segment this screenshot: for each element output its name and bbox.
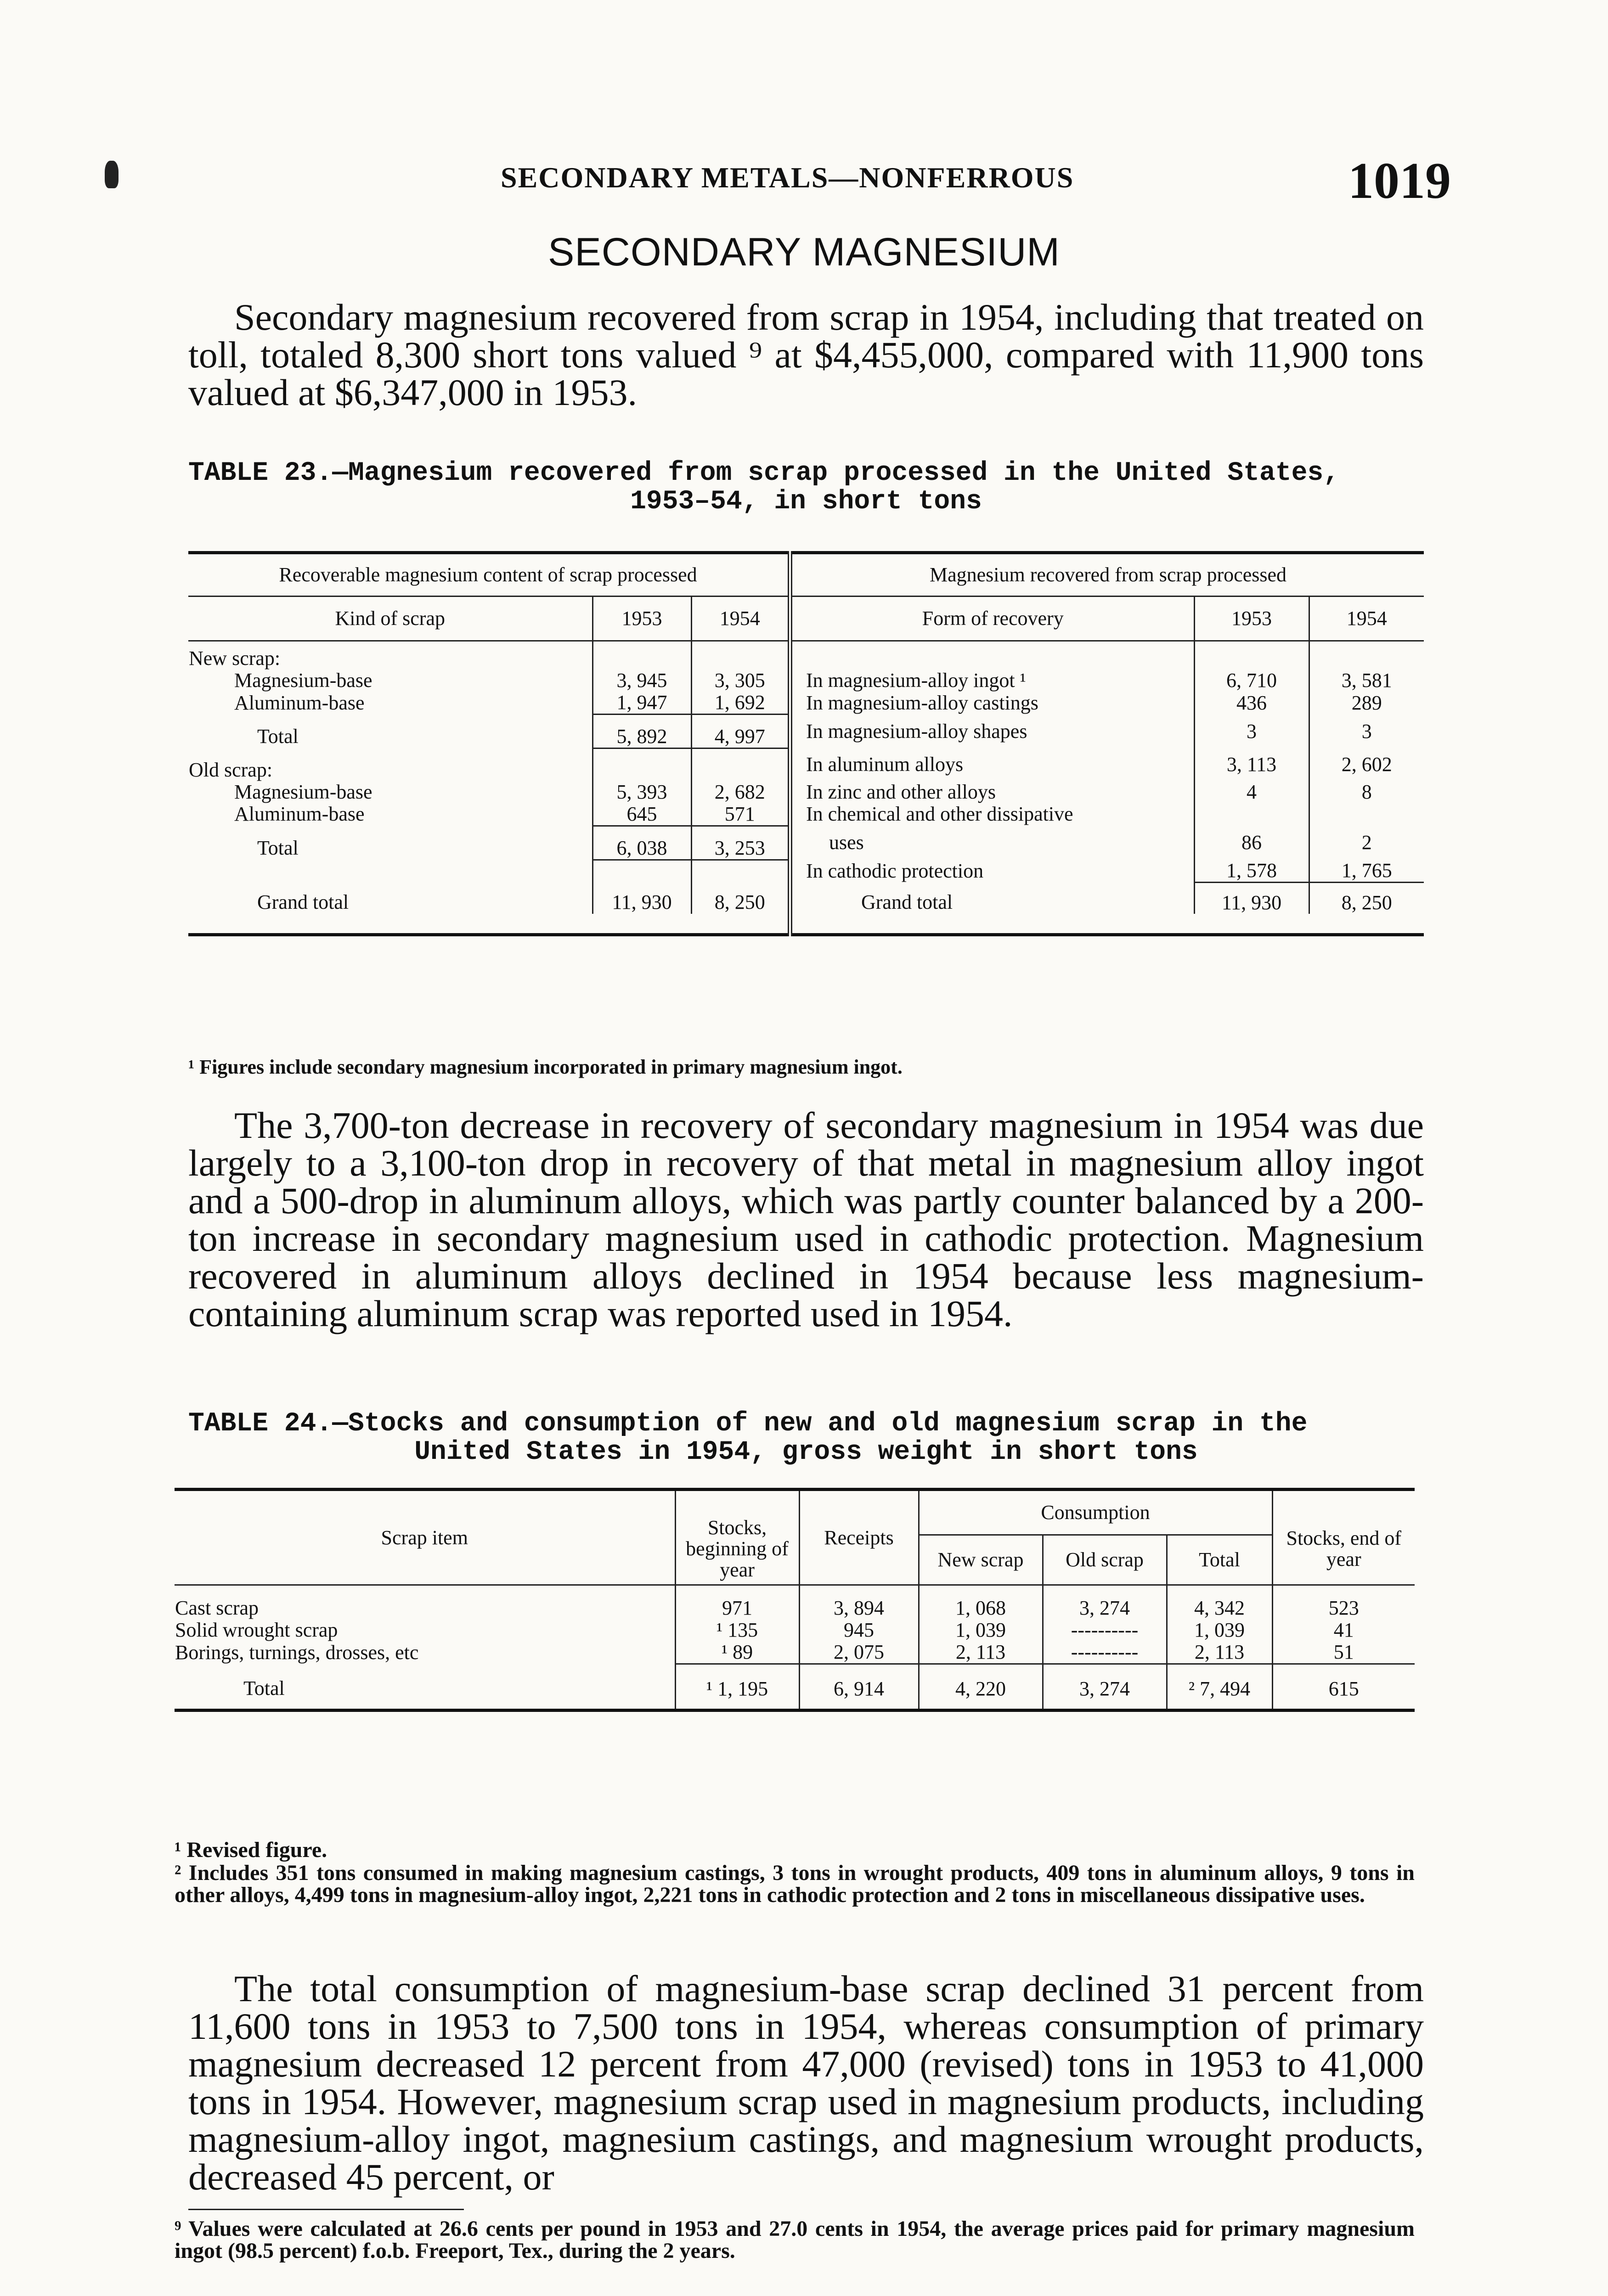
- table-row: Magnesium-base 5, 393 2, 682 In zinc and other alloys 4 8: [188, 781, 1424, 803]
- col-form-of-recovery: Form of recovery: [790, 597, 1194, 641]
- table-row: Cast scrap 971 3, 894 1, 068 3, 274 4, 342 523: [175, 1585, 1415, 1620]
- table23-caption-line1: TABLE 23.—Magnesium recovered from scrap processed in the United States,: [188, 458, 1340, 488]
- left-group-header: Recoverable magnesium content of scrap processed: [188, 553, 790, 597]
- col-1953-left: 1953: [592, 597, 691, 641]
- third-paragraph: [188, 1970, 1424, 2196]
- col-consumption: Consumption: [919, 1490, 1272, 1535]
- table-row: Aluminum-base 645 571 In chemical and other dissipative: [188, 803, 1424, 826]
- intro-paragraph: [188, 298, 1424, 411]
- page-number: 1019: [1348, 152, 1451, 209]
- page-footnote: ⁹ Values were calculated at 26.6 cents per pound in 1953 and 27.0 cents in 1954, the average prices paid for primary magnesium ingot (98.5 percent) f.o.b. Freeport, Tex., during the 2 years.: [175, 2217, 1415, 2263]
- col-receipts: Receipts: [799, 1490, 919, 1585]
- table-row: Total 6, 038 3, 253 uses 86 2: [188, 826, 1424, 860]
- paragraph-3: The total consumption of magnesium-base scrap declined 31 percent from 11,600 tons in 1953 to 7,500 tons in 1954, whereas consumption of primary magnesium decreased 12 percent from 47,000 (revised) tons in 1953 to 41,000 tons in 1954. However, magnesium scrap used in magnesium products, including magnesium-alloy ingot, magnesium castings, and magnesium wrought products, decreased 45 percent, or: [188, 1968, 1424, 2198]
- table24-caption-line2: United States in 1954, gross weight in short tons: [414, 1437, 1198, 1467]
- table-row: In cathodic protection 1, 578 1, 765: [188, 860, 1424, 883]
- col-scrap-item: Scrap item: [175, 1490, 675, 1585]
- table-23: Recoverable magnesium content of scrap processed Magnesium recovered from scrap processed Kind of scrap 1953 1954 Form of recovery 1953 1954 New scrap: Magnesium-base 3, 945 3, 305 In magnesium-alloy ingot ¹ 6, 710 3, 581 Aluminum-base 1, 947 1, 692 In magnesium-alloy castings 436 289 Total 5, 892 4, 997 In magnesium-alloy shapes 3 3 Old scrap: In aluminum alloys 3, 113 2, 602 Magnesium-base 5, 393 2, 682 In zinc and other alloys 4 8 Aluminum-base 645 571 In chemical and other dissipative Total 6, 038 3, 253 uses 86 2 In cathodic protection 1, 578 1, 765 Grand total 11, 930 8, 250 Grand total 11, 930 8, 250: [188, 551, 1424, 936]
- old-scrap-label: Old scrap:: [188, 748, 592, 781]
- col-old-scrap: Old scrap: [1043, 1535, 1167, 1585]
- table24-footnote-2: ² Includes 351 tons consumed in making magnesium castings, 3 tons in wrought products, 409 tons in aluminum alloys, 9 tons in other alloys, 4,499 tons in magnesium-alloy ingot, 2,221 tons in cathodic protection and 2 tons in miscellaneous dissipative uses.: [175, 1861, 1415, 1907]
- col-stocks-end: Stocks, end of year: [1272, 1490, 1415, 1585]
- table23-caption-line2: 1953–54, in short tons: [630, 487, 982, 517]
- paragraph-1: Secondary magnesium recovered from scrap in 1954, including that treated on toll, totaled 8,300 short tons valued ⁹ at $4,455,000, compared with 11,900 tons valued at $6,347,000 in 1953.: [188, 296, 1424, 413]
- table-row: Borings, turnings, drosses, etc ¹ 89 2, 075 2, 113 ---------- 2, 113 51: [175, 1641, 1354, 1664]
- table23-caption: [188, 459, 1424, 516]
- table-row: Solid wrought scrap ¹ 135 945 1, 039 ---------- 1, 039 41: [175, 1619, 1354, 1641]
- page-mark-icon: [105, 161, 118, 188]
- running-header: SECONDARY METALS—NONFERROUS: [501, 161, 1074, 194]
- col-stocks-beginning: Stocks, beginning of year: [675, 1490, 799, 1585]
- paragraph-2: The 3,700-ton decrease in recovery of secondary magnesium in 1954 was due largely to a 3,100-ton drop in recovery of that metal in magnesium alloy ingot and a 500-drop in aluminum alloys, which was partly counter balanced by a 200-ton increase in secondary magnesium used in cathodic protection. Magnesium recovered in aluminum alloys declined in 1954 because less magnesium-containing aluminum scrap was reported used in 1954.: [188, 1104, 1424, 1334]
- col-1954-left: 1954: [691, 597, 790, 641]
- table-24: [175, 1488, 1415, 1712]
- col-kind-of-scrap: Kind of scrap: [188, 597, 592, 641]
- section-title: SECONDARY MAGNESIUM: [548, 230, 1060, 274]
- second-paragraph: [188, 1104, 1424, 1334]
- table-row: Total ¹ 1, 195 6, 914 4, 220 3, 274 ² 7, 494 615: [175, 1664, 1415, 1711]
- col-1953-right: 1953: [1194, 597, 1309, 641]
- table-row: Aluminum-base 1, 947 1, 692 In magnesium-alloy castings 436 289: [188, 692, 1424, 715]
- col-total: Total: [1167, 1535, 1272, 1585]
- table24-footnote-1: ¹ Revised figure.: [175, 1838, 327, 1862]
- table-row: Magnesium-base 3, 945 3, 305 In magnesium-alloy ingot ¹ 6, 710 3, 581: [188, 670, 1424, 692]
- footnote-divider: [188, 2209, 464, 2210]
- table24-caption-line1: TABLE 24.—Stocks and consumption of new and old magnesium scrap in the: [188, 1409, 1308, 1439]
- table-row: Total 5, 892 4, 997 In magnesium-alloy shapes 3 3: [188, 715, 1424, 748]
- table-row: Grand total 11, 930 8, 250 Grand total 11, 930 8, 250: [188, 883, 1424, 914]
- new-scrap-label: New scrap:: [188, 641, 592, 670]
- table24-caption: [188, 1410, 1424, 1467]
- table23-footnote: ¹ Figures include secondary magnesium incorporated in primary magnesium ingot.: [188, 1056, 903, 1078]
- col-1954-right: 1954: [1309, 597, 1424, 641]
- right-group-header: Magnesium recovered from scrap processed: [790, 553, 1424, 597]
- col-new-scrap: New scrap: [919, 1535, 1043, 1585]
